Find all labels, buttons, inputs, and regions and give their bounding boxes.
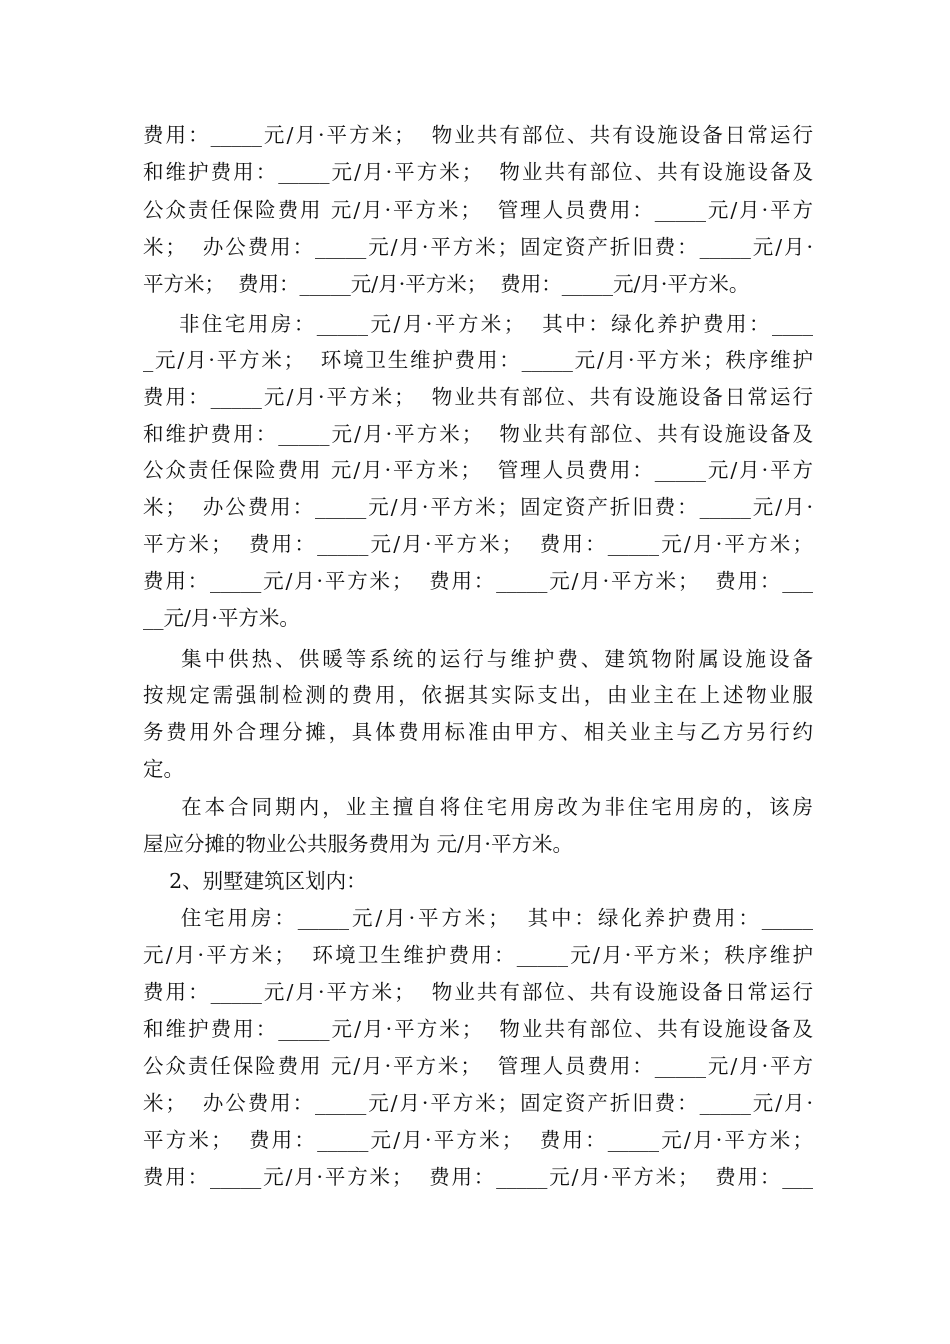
text-line: _元/月·平方米； 环境卫生维护费用：_____元/月·平方米；秩序维护 (143, 348, 813, 372)
text-line: 费用：_____元/月·平方米； 物业共有部位、共有设施设备日常运行 (143, 123, 813, 147)
text-line: 费用：_____元/月·平方米； 费用：_____元/月·平方米； 费用：___ (143, 569, 813, 593)
text-line: 平方米； 费用：_____元/月·平方米； 费用：_____元/月·平方米； (143, 532, 813, 556)
text-line: 费用：_____元/月·平方米； 费用：_____元/月·平方米； 费用：___ (143, 1165, 813, 1189)
text-line: 公众责任保险费用 元/月·平方米； 管理人员费用：_____元/月·平方 (143, 1054, 813, 1078)
section-heading: 2、别墅建筑区划内： (143, 869, 367, 893)
text-line: 平方米； 费用：_____元/月·平方米； 费用：_____元/月·平方米； (143, 1128, 813, 1152)
text-line: 费用：_____元/月·平方米； 物业共有部位、共有设施设备日常运行 (143, 385, 813, 409)
text-line: 和维护费用：_____元/月·平方米； 物业共有部位、共有设施设备及 (143, 160, 813, 184)
text-line: 和维护费用：_____元/月·平方米； 物业共有部位、共有设施设备及 (143, 422, 813, 446)
text-line: 米； 办公费用：_____元/月·平方米；固定资产折旧费：_____元/月· (143, 235, 813, 259)
text-line: 在本合同期内，业主擅自将住宅用房改为非住宅用房的，该房 (143, 795, 813, 819)
text-line: 务费用外合理分摊，具体费用标准由甲方、相关业主与乙方另行约 (143, 720, 813, 744)
text-line: 屋应分摊的物业公共服务费用为 元/月·平方米。 (143, 832, 573, 856)
text-line: 费用：_____元/月·平方米； 物业共有部位、共有设施设备日常运行 (143, 980, 813, 1004)
text-line: 非住宅用房：_____元/月·平方米； 其中：绿化养护费用：____ (143, 312, 813, 336)
text-line: 定。 (143, 757, 184, 781)
text-line: __元/月·平方米。 (143, 606, 300, 630)
text-line: 元/月·平方米； 环境卫生维护费用：_____元/月·平方米；秩序维护 (143, 943, 813, 967)
text-line: 和维护费用：_____元/月·平方米； 物业共有部位、共有设施设备及 (143, 1017, 813, 1041)
text-line: 公众责任保险费用 元/月·平方米； 管理人员费用：_____元/月·平方 (143, 458, 813, 482)
text-line: 住宅用房：_____元/月·平方米； 其中：绿化养护费用：_____ (143, 906, 813, 930)
text-line: 公众责任保险费用 元/月·平方米； 管理人员费用：_____元/月·平方 (143, 198, 813, 222)
text-line: 米； 办公费用：_____元/月·平方米；固定资产折旧费：_____元/月· (143, 1091, 813, 1115)
text-line: 米； 办公费用：_____元/月·平方米；固定资产折旧费：_____元/月· (143, 495, 813, 519)
text-line: 集中供热、供暖等系统的运行与维护费、建筑物附属设施设备 (143, 647, 813, 671)
text-line: 平方米； 费用：_____元/月·平方米； 费用：_____元/月·平方米。 (143, 272, 750, 296)
text-line: 按规定需强制检测的费用，依据其实际支出，由业主在上述物业服 (143, 683, 813, 707)
